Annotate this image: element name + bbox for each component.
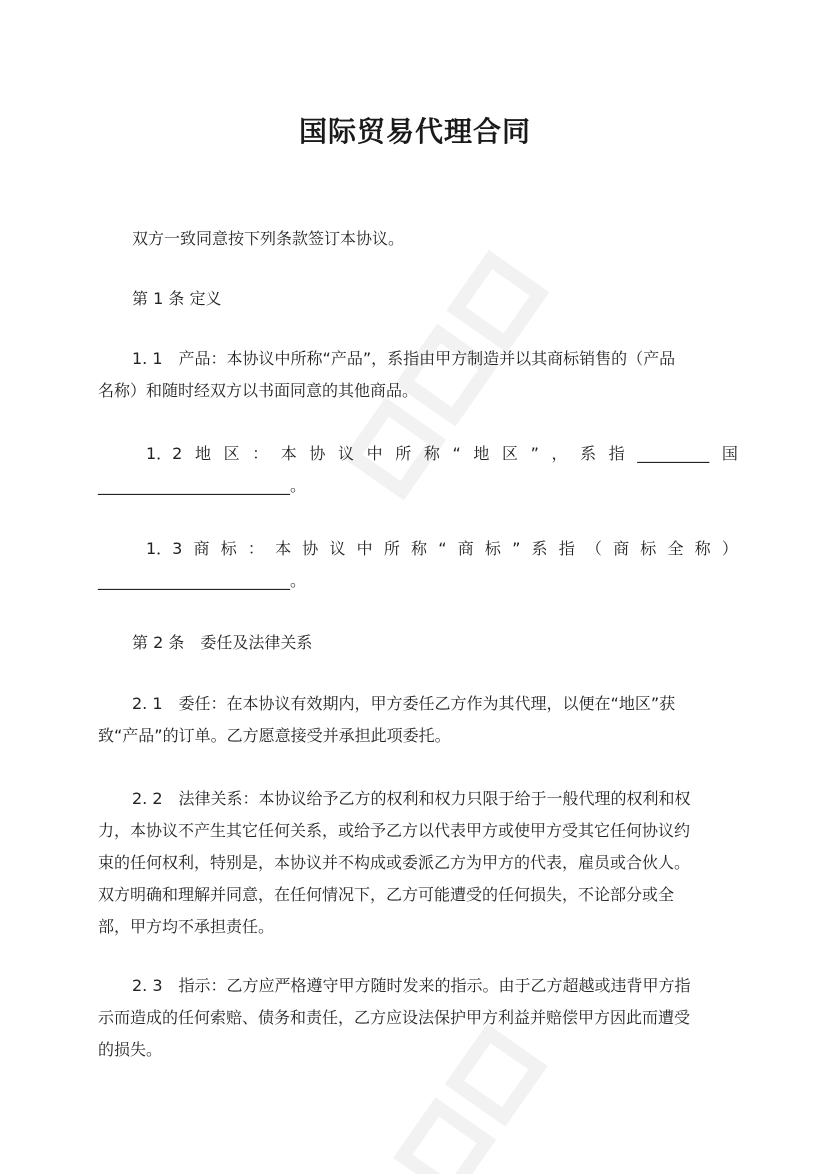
article1.c1_3-char: 标	[484, 539, 501, 558]
article1.c1_3-char: 商	[457, 539, 474, 558]
clause-2-3-line-2: 示而造成的任何索赔、债务和责任，乙方应设法保护甲方利益并赔偿甲方因此而遭受	[98, 1008, 691, 1027]
clause-2-3	[98, 970, 738, 1066]
clause-2-2-line-1: 2. 2 法律关系：本协议给予乙方的权利和权力只限于给于一般代理的权利和权	[132, 789, 691, 808]
article1.c1_2-char: 所	[395, 444, 412, 463]
article1.c1_2-char: 指	[608, 444, 625, 463]
clause-2-2-line-3: 束的任何权利，特别是，本协议并不构成或委派乙方为甲方的代表，雇员或合伙人。	[98, 853, 691, 872]
article1.c1_3-char: 称	[411, 539, 428, 558]
clause-1-3-line-1	[98, 533, 738, 565]
article1.c1_3-char: 中	[356, 539, 373, 558]
article1.c1_2-char: 地	[194, 444, 211, 463]
article1.c1_2-char: 地	[473, 444, 490, 463]
article1.c1_3-char: “	[438, 539, 447, 558]
clause-2-1-line-1: 2. 1 委任：在本协议有效期内，甲方委任乙方作为其代理，以便在“地区”获	[132, 694, 676, 713]
article1.c1_2-char: 系	[580, 444, 597, 463]
article-1-heading: 第 1 条 定义	[132, 289, 222, 308]
article1.c1_2-char: 区	[501, 444, 518, 463]
clause-2-3-line-3: 的损失。	[98, 1040, 163, 1059]
clause-1-2	[98, 438, 738, 502]
article1.c1_3-char: 本	[275, 539, 292, 558]
article1.c1_3-char: 指	[558, 539, 575, 558]
article1.c1_2-char: 协	[309, 444, 326, 463]
article1.c1_3-char: 议	[329, 539, 346, 558]
intro-paragraph: 双方一致同意按下列条款签订本协议。	[132, 229, 405, 248]
article1.c1_2-char: 国	[721, 444, 738, 463]
clause-1-1-line-1: 1. 1 产品：本协议中所称“产品”，系指由甲方制造并以其商标销售的（产品	[132, 349, 676, 368]
clause-2-2-line-5: 部，甲方均不承担责任。	[98, 917, 275, 936]
clause-1-1-line-2: 名称）和随时经双方以书面同意的其他商品。	[98, 381, 419, 400]
document-title: 国际贸易代理合同	[298, 115, 531, 148]
clause-2-1-line-2: 致“产品”的订单。乙方愿意接受并承担此项委托。	[98, 726, 451, 745]
article1.c1_3-char: 标	[220, 539, 237, 558]
clause-2-1	[98, 688, 738, 752]
clause-2-2-line-2: 力，本协议不产生其它任何关系，或给予乙方以代表甲方或使甲方受其它任何协议约	[98, 821, 691, 840]
article1.c1_2-char: 议	[338, 444, 355, 463]
article1.c1_2-char: 称	[423, 444, 440, 463]
clause-1-2-line-1	[98, 438, 738, 470]
article1.c1_2-char: 中	[366, 444, 383, 463]
article1.c1_2-char: ：	[252, 444, 269, 463]
article1.c1_2-char: 本	[280, 444, 297, 463]
article1.c1_3-char: 商	[613, 539, 630, 558]
clause-2-2	[98, 783, 738, 943]
article1.c1_3-char: 系	[531, 539, 548, 558]
article1.c1_3-char: 标	[640, 539, 657, 558]
article1.c1_2-char: 1．2	[146, 444, 183, 463]
article1.c1_3-char: 全	[667, 539, 684, 558]
clause-1-1	[98, 343, 738, 407]
article1.c1_3-char: ”	[512, 539, 521, 558]
article1.c1_3-char: 协	[302, 539, 319, 558]
article-2-heading: 第 2 条 委任及法律关系	[132, 633, 313, 652]
clause-1-2-line-2: ________________________。	[98, 476, 307, 495]
clause-1-3	[98, 533, 738, 597]
clause-2-3-line-1: 2. 3 指示：乙方应严格遵守甲方随时发来的指示。由于乙方超越或违背甲方指	[132, 976, 691, 995]
clause-1-3-line-2: ________________________。	[98, 571, 307, 590]
clause-2-2-line-4: 双方明确和理解并同意，在任何情况下，乙方可能遭受的任何损失，不论部分或全	[98, 885, 675, 904]
article1.c1_3-char: 称	[694, 539, 711, 558]
article1.c1_2-char: _________	[637, 444, 710, 463]
article1.c1_2-char: “	[452, 444, 461, 463]
article1.c1_2-char: ，	[551, 444, 568, 463]
article1.c1_3-char: ）	[721, 539, 738, 558]
article1.c1_2-char: 区	[223, 444, 240, 463]
article1.c1_3-char: 所	[383, 539, 400, 558]
article1.c1_3-char: 商	[193, 539, 210, 558]
article1.c1_2-char: ”	[530, 444, 539, 463]
article1.c1_3-char: ：	[247, 539, 264, 558]
article1.c1_3-char: （	[585, 539, 602, 558]
article1.c1_3-char: 1．3	[146, 539, 183, 558]
